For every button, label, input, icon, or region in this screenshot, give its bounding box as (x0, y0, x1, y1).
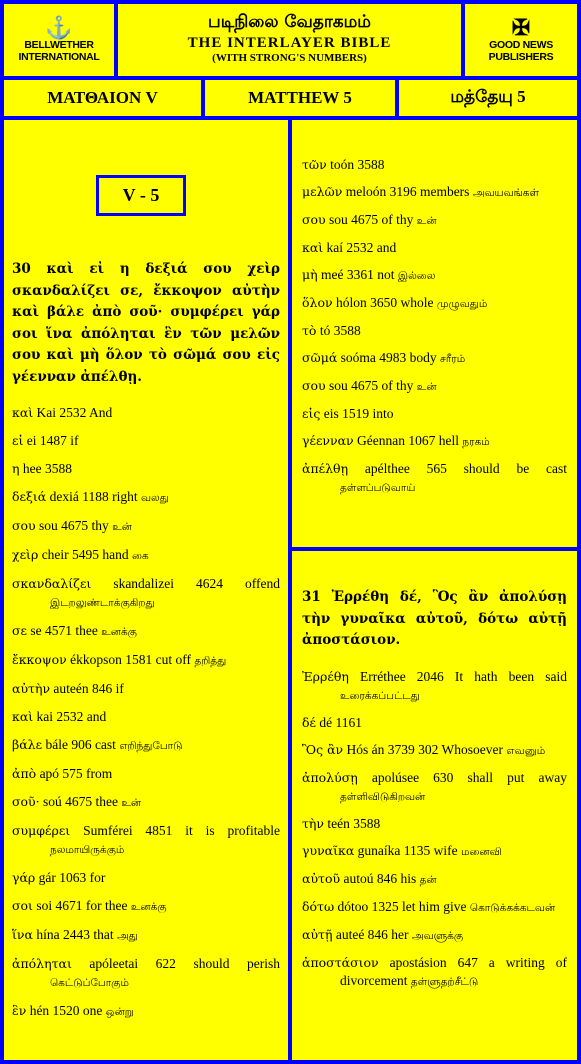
word-entry (302, 460, 567, 497)
translit-strong-english: Erréthee 2046 It hath been said (348, 668, 567, 684)
tamil-word: தள்ளப்படுவாய் (340, 482, 416, 494)
word-entry (12, 651, 280, 670)
word-entry (12, 546, 280, 565)
tamil-word: கொடுக்கக்கடவன் (469, 901, 556, 914)
tamil-word: உன் (416, 381, 437, 393)
word-entry (302, 294, 567, 313)
translit-strong-english: sou 4675 thy (35, 518, 109, 533)
translit-strong-english: gunaíka 1135 wife (354, 842, 458, 858)
tamil-word: மனைவி (461, 845, 502, 858)
greek-word: ἀπέλθῃ (302, 461, 349, 476)
greek-word: η (12, 461, 20, 476)
tamil-word: கை (132, 550, 149, 562)
bellwether-logo (4, 4, 114, 76)
translit-strong-english: autoú 846 his (340, 870, 417, 886)
greek-word: σου (302, 212, 326, 227)
word-entry (12, 680, 280, 698)
word-entry (12, 488, 280, 507)
tamil-word: அவயவங்கள் (472, 187, 539, 199)
translit-strong-english: hólon 3650 whole (332, 295, 434, 310)
greek-word: αὐτὴν (12, 681, 51, 696)
tamil-word: நலமாயிருக்கும் (50, 844, 125, 856)
tamil-word: அவளுக்கு (411, 929, 464, 942)
word-entry (12, 765, 280, 783)
greek-word: γάρ (12, 870, 36, 885)
word-entry (302, 156, 567, 174)
word-entry (302, 183, 567, 202)
book-greek: ΜΑΤΘΑΙΟΝ V (4, 80, 201, 116)
word-entry (12, 517, 280, 536)
greek-word: εἰ (12, 433, 24, 448)
translit-strong-english: kaí 2532 and (323, 240, 397, 255)
chapter-label: V - 5 (96, 175, 186, 216)
good-news-logo (465, 4, 577, 76)
word-entry (12, 708, 280, 726)
word-entry (302, 898, 567, 917)
title-english: THE INTERLAYER BIBLE (187, 35, 392, 51)
greek-word: σκανδαλίζει (12, 576, 92, 591)
greek-word: δότω (302, 898, 335, 914)
title-subtitle: (WITH STRONG'S NUMBERS) (212, 52, 367, 64)
greek-word: χεὶρ (12, 547, 39, 562)
greek-word: σῶμά (302, 350, 338, 365)
greek-word: σοι (12, 898, 33, 913)
translit-strong-english: ékkopson 1581 cut off (66, 652, 192, 667)
translit-strong-english: meé 3361 not (317, 267, 395, 282)
verse-31-words (302, 668, 567, 991)
anchor-icon: ⚓ (45, 15, 73, 41)
tamil-word: எவனும் (506, 744, 546, 757)
verse-31-text: 31 Ἐρρέθη δέ, Ὃς ἂν ἀπολύσῃ τὴν γυναῖκα αὐτοῦ, δότω αὐτῇ ἀποστάσιον. (302, 589, 567, 648)
word-entry (302, 266, 567, 285)
book-tamil: மத்தேயு 5 (399, 80, 577, 116)
translit-strong-english: soóma 4983 body (337, 350, 437, 365)
greek-word: ἀπόληται (12, 956, 72, 971)
tamil-word: உனக்கு (130, 901, 167, 913)
translit-strong-english: apélthee 565 should be cast (348, 461, 567, 476)
translit-strong-english: soi 4671 for thee (32, 898, 128, 913)
left-column (4, 120, 288, 1060)
word-entry (302, 954, 567, 991)
tamil-word: தள்ளுதற்சீட்டு (410, 975, 479, 988)
word-entry (302, 432, 567, 451)
greek-word: βάλε (12, 737, 43, 752)
greek-word: ἓν (12, 1003, 27, 1018)
tamil-word: உன் (121, 797, 142, 809)
translit-strong-english: tó 3588 (316, 323, 361, 338)
word-entry (12, 926, 280, 945)
greek-word: σε (12, 623, 28, 638)
word-entry (12, 869, 280, 887)
word-entry (302, 926, 567, 945)
greek-word: μελῶν (302, 184, 343, 199)
translit-strong-english: ei 1487 if (23, 433, 79, 448)
greek-word: αὐτῇ (302, 926, 333, 942)
translit-strong-english: soú 4675 thee (39, 794, 119, 809)
greek-word: δέ (302, 714, 317, 730)
greek-word: ἀποστάσιον (302, 954, 379, 970)
tamil-word: வலது (140, 492, 169, 504)
translit-strong-english: meloón 3196 members (342, 184, 470, 199)
tamil-word: உரைக்கப்பட்டது (340, 689, 420, 702)
tamil-word: இல்லை (397, 270, 436, 282)
tamil-word: தள்ளிவிடுகிறவன் (340, 790, 426, 803)
greek-word: καὶ (12, 709, 34, 724)
tamil-word: அது (116, 930, 138, 942)
tamil-word: எறிந்துபோடு (119, 740, 183, 752)
greek-word: τὴν (302, 815, 325, 831)
tamil-word: இடறலுண்டாக்குகிறது (50, 597, 155, 609)
word-entry (302, 870, 567, 889)
word-entry (12, 955, 280, 992)
tamil-word: சரீரம் (440, 353, 466, 365)
translit-strong-english: dexiá 1188 right (46, 489, 138, 504)
tamil-word: முழுவதும் (436, 298, 488, 310)
word-entry (302, 769, 567, 806)
tamil-word: உன் (112, 521, 132, 533)
translit-strong-english: Géennan 1067 hell (353, 433, 460, 448)
word-entry (12, 822, 280, 859)
translit-strong-english: kai 2532 and (33, 709, 107, 724)
greek-word: σου (302, 378, 326, 393)
translit-strong-english: apolúsee 630 shall put away (357, 769, 567, 785)
greek-word: ἔκκοψον (12, 652, 67, 667)
greek-word: γυναῖκα (302, 842, 355, 858)
translit-strong-english: apóleetai 622 should perish (71, 956, 280, 971)
translit-strong-english: Hós án 3739 302 Whosoever (343, 741, 503, 757)
tamil-word: உனக்கு (101, 626, 137, 638)
word-entry (302, 741, 567, 760)
word-entry (302, 405, 567, 423)
word-entry (12, 897, 280, 916)
word-entry (302, 211, 567, 230)
translit-strong-english: apostásion 647 a writing of divorcement (340, 954, 567, 988)
greek-word: τὸ (302, 323, 317, 338)
translit-strong-english: sou 4675 of thy (325, 212, 414, 227)
translit-strong-english: dé 1161 (316, 714, 363, 730)
translit-strong-english: dótoo 1325 let him give (334, 898, 467, 914)
greek-word: εἰς (302, 406, 321, 421)
word-entry (12, 432, 280, 450)
word-entry (302, 815, 567, 833)
word-entry (302, 239, 567, 257)
tamil-word: நரகம் (462, 436, 490, 448)
globe-icon: ✠ (511, 15, 531, 41)
greek-word: ἀπὸ (12, 766, 37, 781)
word-entry (12, 622, 280, 641)
tamil-word: கெட்டுப்போகும் (50, 977, 129, 989)
title-tamil: படிநிலை வேதாகமம் (208, 12, 371, 32)
translit-strong-english: eis 1519 into (320, 406, 394, 421)
greek-word: τῶν (302, 157, 327, 172)
tamil-word: தறித்து (194, 655, 227, 667)
greek-word: καὶ (302, 240, 324, 255)
word-entry (12, 793, 280, 812)
translit-strong-english: auteén 846 if (50, 681, 124, 696)
greek-word: αὐτοῦ (302, 870, 341, 886)
translit-strong-english: auteé 846 her (332, 926, 409, 942)
book-english: MATTHEW 5 (205, 80, 395, 116)
translit-strong-english: cheir 5495 hand (38, 547, 129, 562)
word-entry (12, 736, 280, 755)
greek-word: συμφέρει (12, 823, 71, 838)
translit-strong-english: hee 3588 (19, 461, 72, 476)
translit-strong-english: Kai 2532 And (33, 405, 113, 420)
translit-strong-english: teén 3588 (324, 815, 381, 831)
translit-strong-english: bále 906 cast (42, 737, 116, 752)
word-entry (12, 404, 280, 422)
translit-strong-english: toón 3588 (326, 157, 385, 172)
right-bottom-column (292, 551, 577, 1060)
greek-word: ἀπολύσῃ (302, 769, 358, 785)
verse-30-words (12, 404, 280, 1021)
word-entry (302, 349, 567, 368)
greek-word: Ὃς ἂν (302, 741, 344, 757)
translit-strong-english: se 4571 thee (27, 623, 98, 638)
translit-strong-english: sou 4675 of thy (325, 378, 414, 393)
verse-30-text: 30 καὶ εἰ η δεξιά σου χεὶρ σκανδαλίζει σε, ἔκκοψον αὐτὴν καὶ βάλε ἀπὸ σοῦ· συμφέρει γάρ σοι ἵνα ἀπόληται ἓν τῶν μελῶν σου καὶ μὴ ὅλον τὸ σῶμά σου εἰς γέενναν ἀπέλθῃ. (12, 261, 280, 385)
greek-word: μὴ (302, 267, 318, 282)
right-top-column (292, 120, 577, 547)
good-news-logo-text: GOOD NEWS PUBLISHERS (488, 39, 554, 63)
word-entry (12, 575, 280, 612)
tamil-word: தன் (419, 873, 437, 886)
verse-30-continued-words (302, 156, 567, 506)
tamil-word: ஒன்று (105, 1006, 134, 1018)
greek-word: καὶ (12, 405, 34, 420)
word-entry (302, 668, 567, 705)
word-entry (302, 714, 567, 732)
greek-word: ἵνα (12, 927, 33, 942)
word-entry (12, 460, 280, 478)
greek-word: δεξιά (12, 489, 47, 504)
greek-word: σοῦ· (12, 794, 40, 809)
greek-word: γέενναν (302, 433, 354, 448)
word-entry (302, 322, 567, 340)
translit-strong-english: gár 1063 for (35, 870, 106, 885)
word-entry (12, 1002, 280, 1021)
greek-word: Ἐρρέθη (302, 668, 349, 684)
translit-strong-english: Sumférei 4851 it is profitable (70, 823, 280, 838)
translit-strong-english: skandalizei 4624 offend (91, 576, 280, 591)
greek-word: σου (12, 518, 36, 533)
tamil-word: உன் (416, 215, 437, 227)
translit-strong-english: apó 575 from (36, 766, 113, 781)
greek-word: ὅλον (302, 295, 333, 310)
word-entry (302, 377, 567, 396)
bellwether-logo-text: BELLWETHER INTERNATIONAL (18, 39, 100, 63)
title-block (118, 4, 461, 76)
word-entry (302, 842, 567, 861)
translit-strong-english: hén 1520 one (26, 1003, 103, 1018)
translit-strong-english: hína 2443 that (32, 927, 114, 942)
